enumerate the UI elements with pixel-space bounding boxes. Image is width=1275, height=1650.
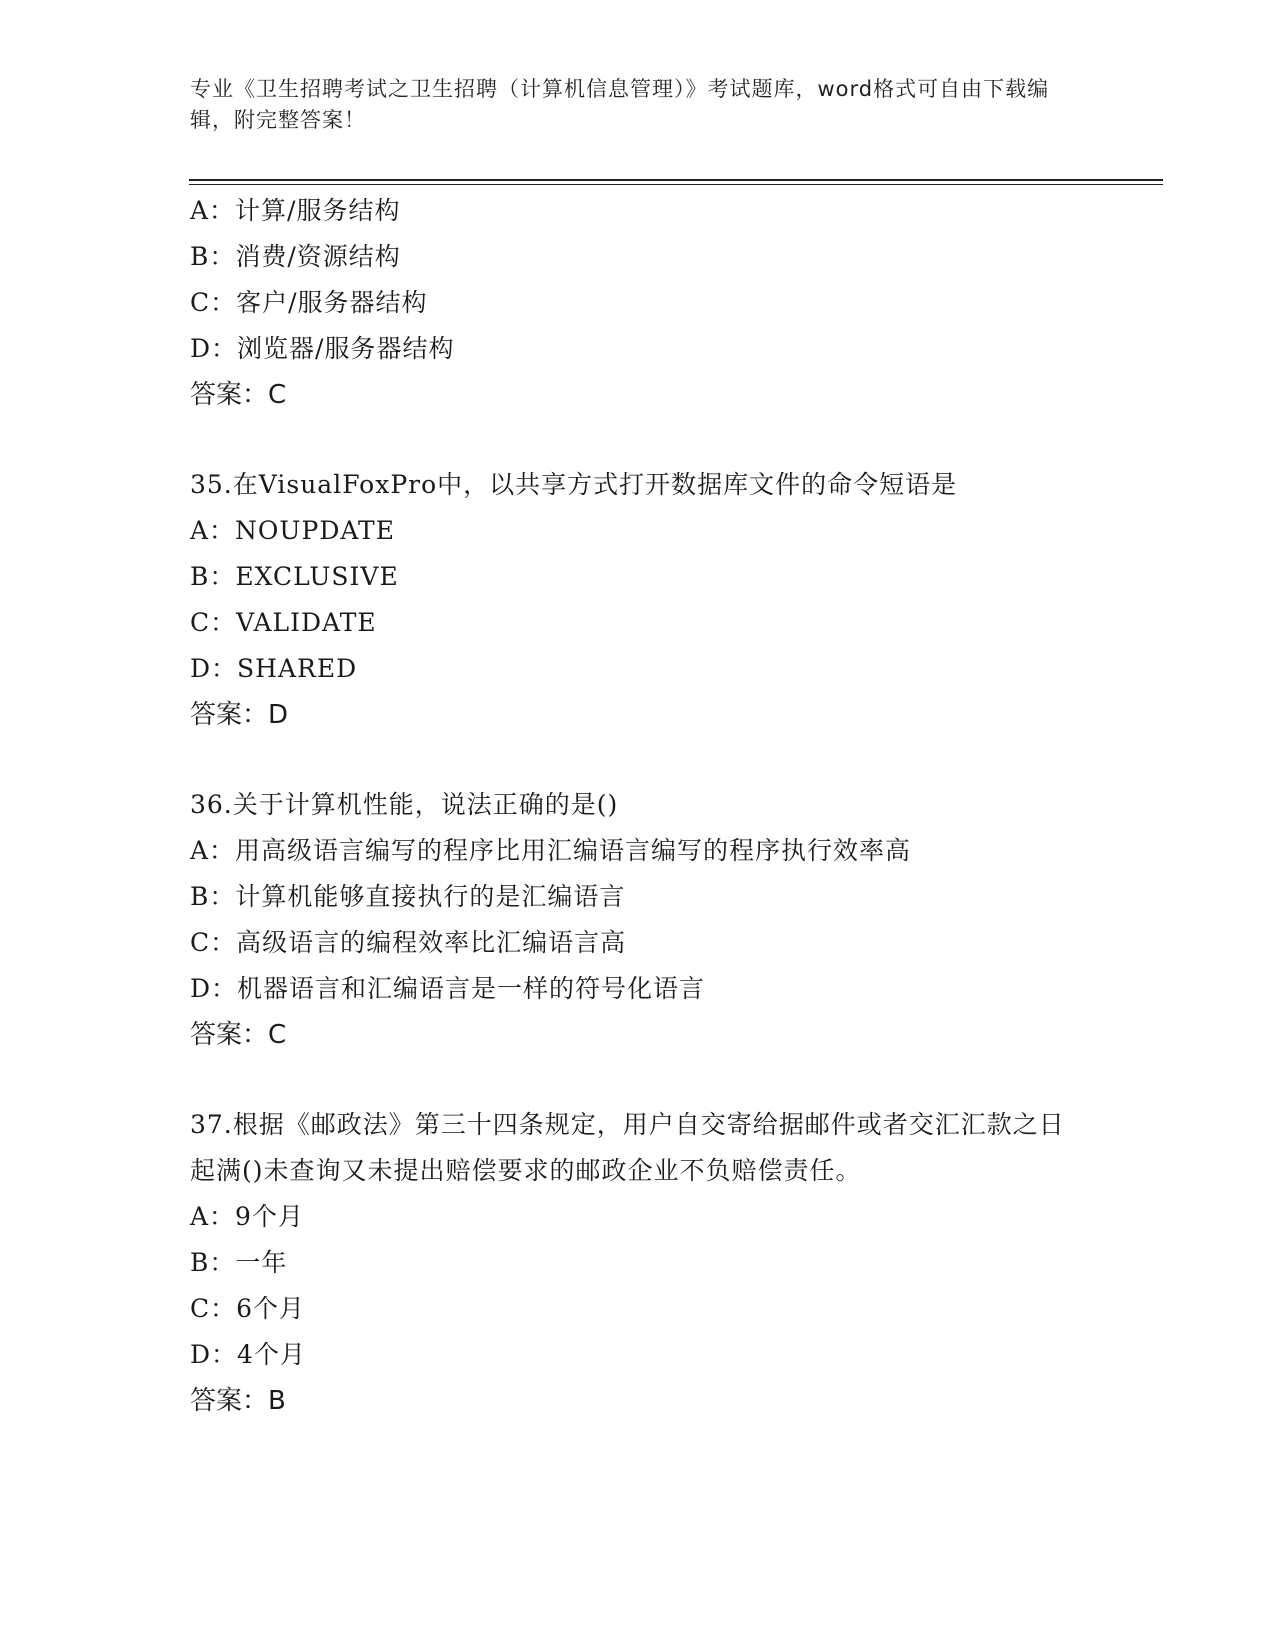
option-a: A：计算/服务结构	[190, 196, 401, 225]
question-block-35	[190, 462, 1150, 738]
option-b: B：一年	[190, 1248, 288, 1277]
answer-text: 答案：C	[190, 380, 287, 410]
option-a: A：NOUPDATE	[190, 516, 395, 545]
option-b: B：计算机能够直接执行的是汇编语言	[190, 882, 626, 911]
answer-text: 答案：C	[190, 1020, 287, 1050]
option-a: A：用高级语言编写的程序比用汇编语言编写的程序执行效率高	[190, 836, 912, 865]
answer-text: 答案：B	[190, 1386, 286, 1416]
document-header: 专业《卫生招聘考试之卫生招聘（计算机信息管理）》考试题库，word格式可自由下载编辑，附完整答案！	[190, 77, 1050, 132]
header-rule-thick	[189, 179, 1163, 181]
option-c: C：高级语言的编程效率比汇编语言高	[190, 928, 627, 957]
question-block-36	[190, 782, 1150, 1058]
header-rule-thin	[189, 184, 1163, 185]
option-c: C：VALIDATE	[190, 608, 377, 637]
option-d: D：4个月	[190, 1340, 306, 1369]
option-a: A：9个月	[190, 1202, 304, 1231]
question-block-34	[190, 188, 1150, 418]
question-text: 37.根据《邮政法》第三十四条规定，用户自交寄给据邮件或者交汇汇款之日起满()未查询又未提出赔偿要求的邮政企业不负赔偿责任。	[190, 1110, 1065, 1185]
question-text: 35.在VisualFoxPro中，以共享方式打开数据库文件的命令短语是	[190, 470, 958, 499]
option-d: D：浏览器/服务器结构	[190, 334, 455, 363]
question-list	[190, 188, 1150, 1468]
option-b: B：EXCLUSIVE	[190, 562, 399, 591]
option-d: D：机器语言和汇编语言是一样的符号化语言	[190, 974, 706, 1003]
question-text: 36.关于计算机性能，说法正确的是()	[190, 790, 619, 819]
option-c: C：6个月	[190, 1294, 306, 1323]
option-b: B：消费/资源结构	[190, 242, 401, 271]
answer-text: 答案：D	[190, 700, 289, 730]
option-d: D：SHARED	[190, 654, 358, 683]
option-c: C：客户/服务器结构	[190, 288, 428, 317]
question-block-37	[190, 1102, 1150, 1424]
